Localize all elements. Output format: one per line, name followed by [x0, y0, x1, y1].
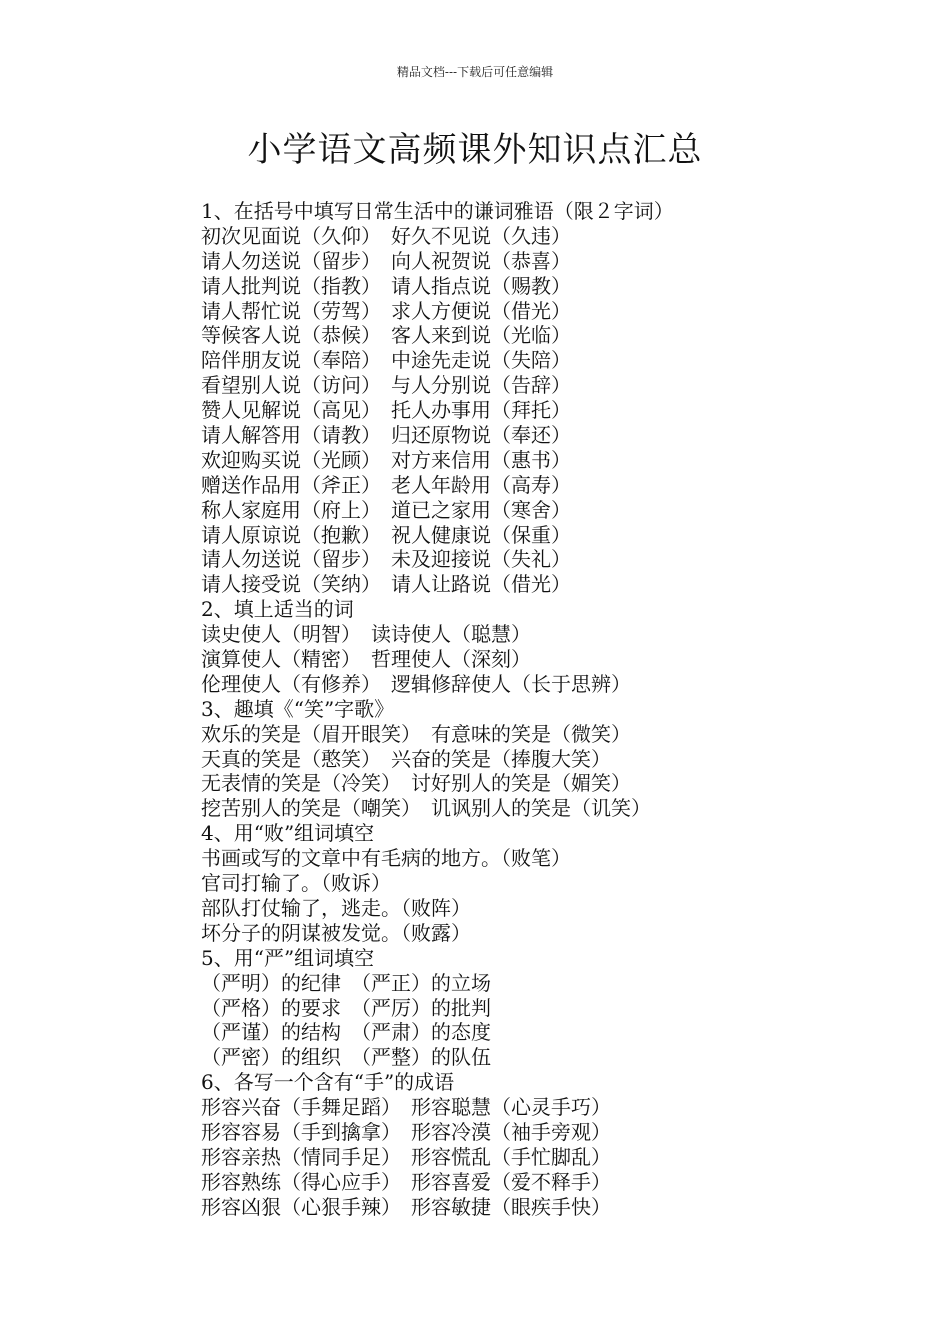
text-line: 形容容易（手到擒拿） 形容冷漠（袖手旁观） — [201, 1119, 611, 1144]
text-line: 欢乐的笑是（眉开眼笑） 有意味的笑是（微笑） — [201, 721, 631, 746]
text-line: 官司打输了。（败诉） — [201, 871, 391, 896]
text-line: 形容凶狠（心狠手辣） 形容敏捷（眼疾手快） — [201, 1194, 611, 1219]
text-line: （严明）的纪律 （严正）的立场 — [201, 970, 491, 995]
text-line: 读史使人（明智） 读诗使人（聪慧） — [201, 622, 531, 647]
text-line: 形容亲热（情同手足） 形容慌乱（手忙脚乱） — [201, 1144, 611, 1169]
text-line: 初次见面说（久仰） 好久不见说（久违） — [201, 223, 571, 248]
text-line: 演算使人（精密） 哲理使人（深刻） — [201, 647, 531, 672]
text-line: 5、用“严”组词填空 — [201, 945, 375, 970]
text-line: （严密）的组织 （严整）的队伍 — [201, 1045, 491, 1070]
text-line: 赠送作品用（斧正） 老人年龄用（高寿） — [201, 472, 571, 497]
text-line: 1、在括号中填写日常生活中的谦词雅语（限２字词） — [201, 199, 674, 223]
text-line: 挖苦别人的笑是（嘲笑） 讥讽别人的笑是（讥笑） — [201, 796, 651, 821]
document-body — [201, 199, 901, 1220]
text-line: 陪伴朋友说（奉陪） 中途先走说（失陪） — [201, 348, 571, 373]
text-line: 部队打仗输了，逃走。（败阵） — [201, 895, 471, 920]
text-line: （严格）的要求 （严厉）的批判 — [201, 995, 491, 1020]
text-line: 4、用“败”组词填空 — [201, 821, 375, 846]
text-line: （严谨）的结构 （严肃）的态度 — [201, 1020, 491, 1045]
document-title: 小学语文高频课外知识点汇总 — [247, 130, 703, 170]
text-line: 请人接受说（笑纳） 请人让路说（借光） — [201, 572, 571, 597]
text-line: 6、各写一个含有“手”的成语 — [201, 1070, 455, 1095]
text-line: 请人勿送说（留步） 向人祝贺说（恭喜） — [201, 248, 571, 273]
page-header-note: 精品文档---下载后可任意编辑 — [396, 65, 554, 79]
text-line: 请人勿送说（留步） 未及迎接说（失礼） — [201, 547, 571, 572]
text-line: 看望别人说（访问） 与人分别说（告辞） — [201, 373, 571, 398]
text-line: 赞人见解说（高见） 托人办事用（拜托） — [201, 398, 571, 423]
text-line: 请人批判说（指教） 请人指点说（赐教） — [201, 273, 571, 298]
text-line: 书画或写的文章中有毛病的地方。（败笔） — [201, 846, 571, 871]
text-line: 3、趣填《“笑”字歌》 — [201, 696, 395, 721]
text-line: 等候客人说（恭候） 客人来到说（光临） — [201, 323, 571, 348]
text-line: 请人帮忙说（劳驾） 求人方便说（借光） — [201, 298, 571, 323]
text-line: 伦理使人（有修养） 逻辑修辞使人（长于思辨） — [201, 671, 631, 696]
text-line: 形容熟练（得心应手） 形容喜爱（爱不释手） — [201, 1169, 611, 1194]
text-line: 欢迎购买说（光顾） 对方来信用（惠书） — [201, 447, 571, 472]
text-line: 形容兴奋（手舞足蹈） 形容聪慧（心灵手巧） — [201, 1095, 611, 1120]
text-line: 2、填上适当的词 — [201, 597, 354, 622]
text-line: 天真的笑是（憨笑） 兴奋的笑是（捧腹大笑） — [201, 746, 611, 771]
text-line: 坏分子的阴谋被发觉。（败露） — [201, 920, 471, 945]
text-line: 无表情的笑是（冷笑） 讨好别人的笑是（媚笑） — [201, 771, 631, 796]
text-line: 请人原谅说（抱歉） 祝人健康说（保重） — [201, 522, 571, 547]
text-line: 称人家庭用（府上） 道已之家用（寒舍） — [201, 497, 571, 522]
text-line: 请人解答用（请教） 归还原物说（奉还） — [201, 423, 571, 448]
